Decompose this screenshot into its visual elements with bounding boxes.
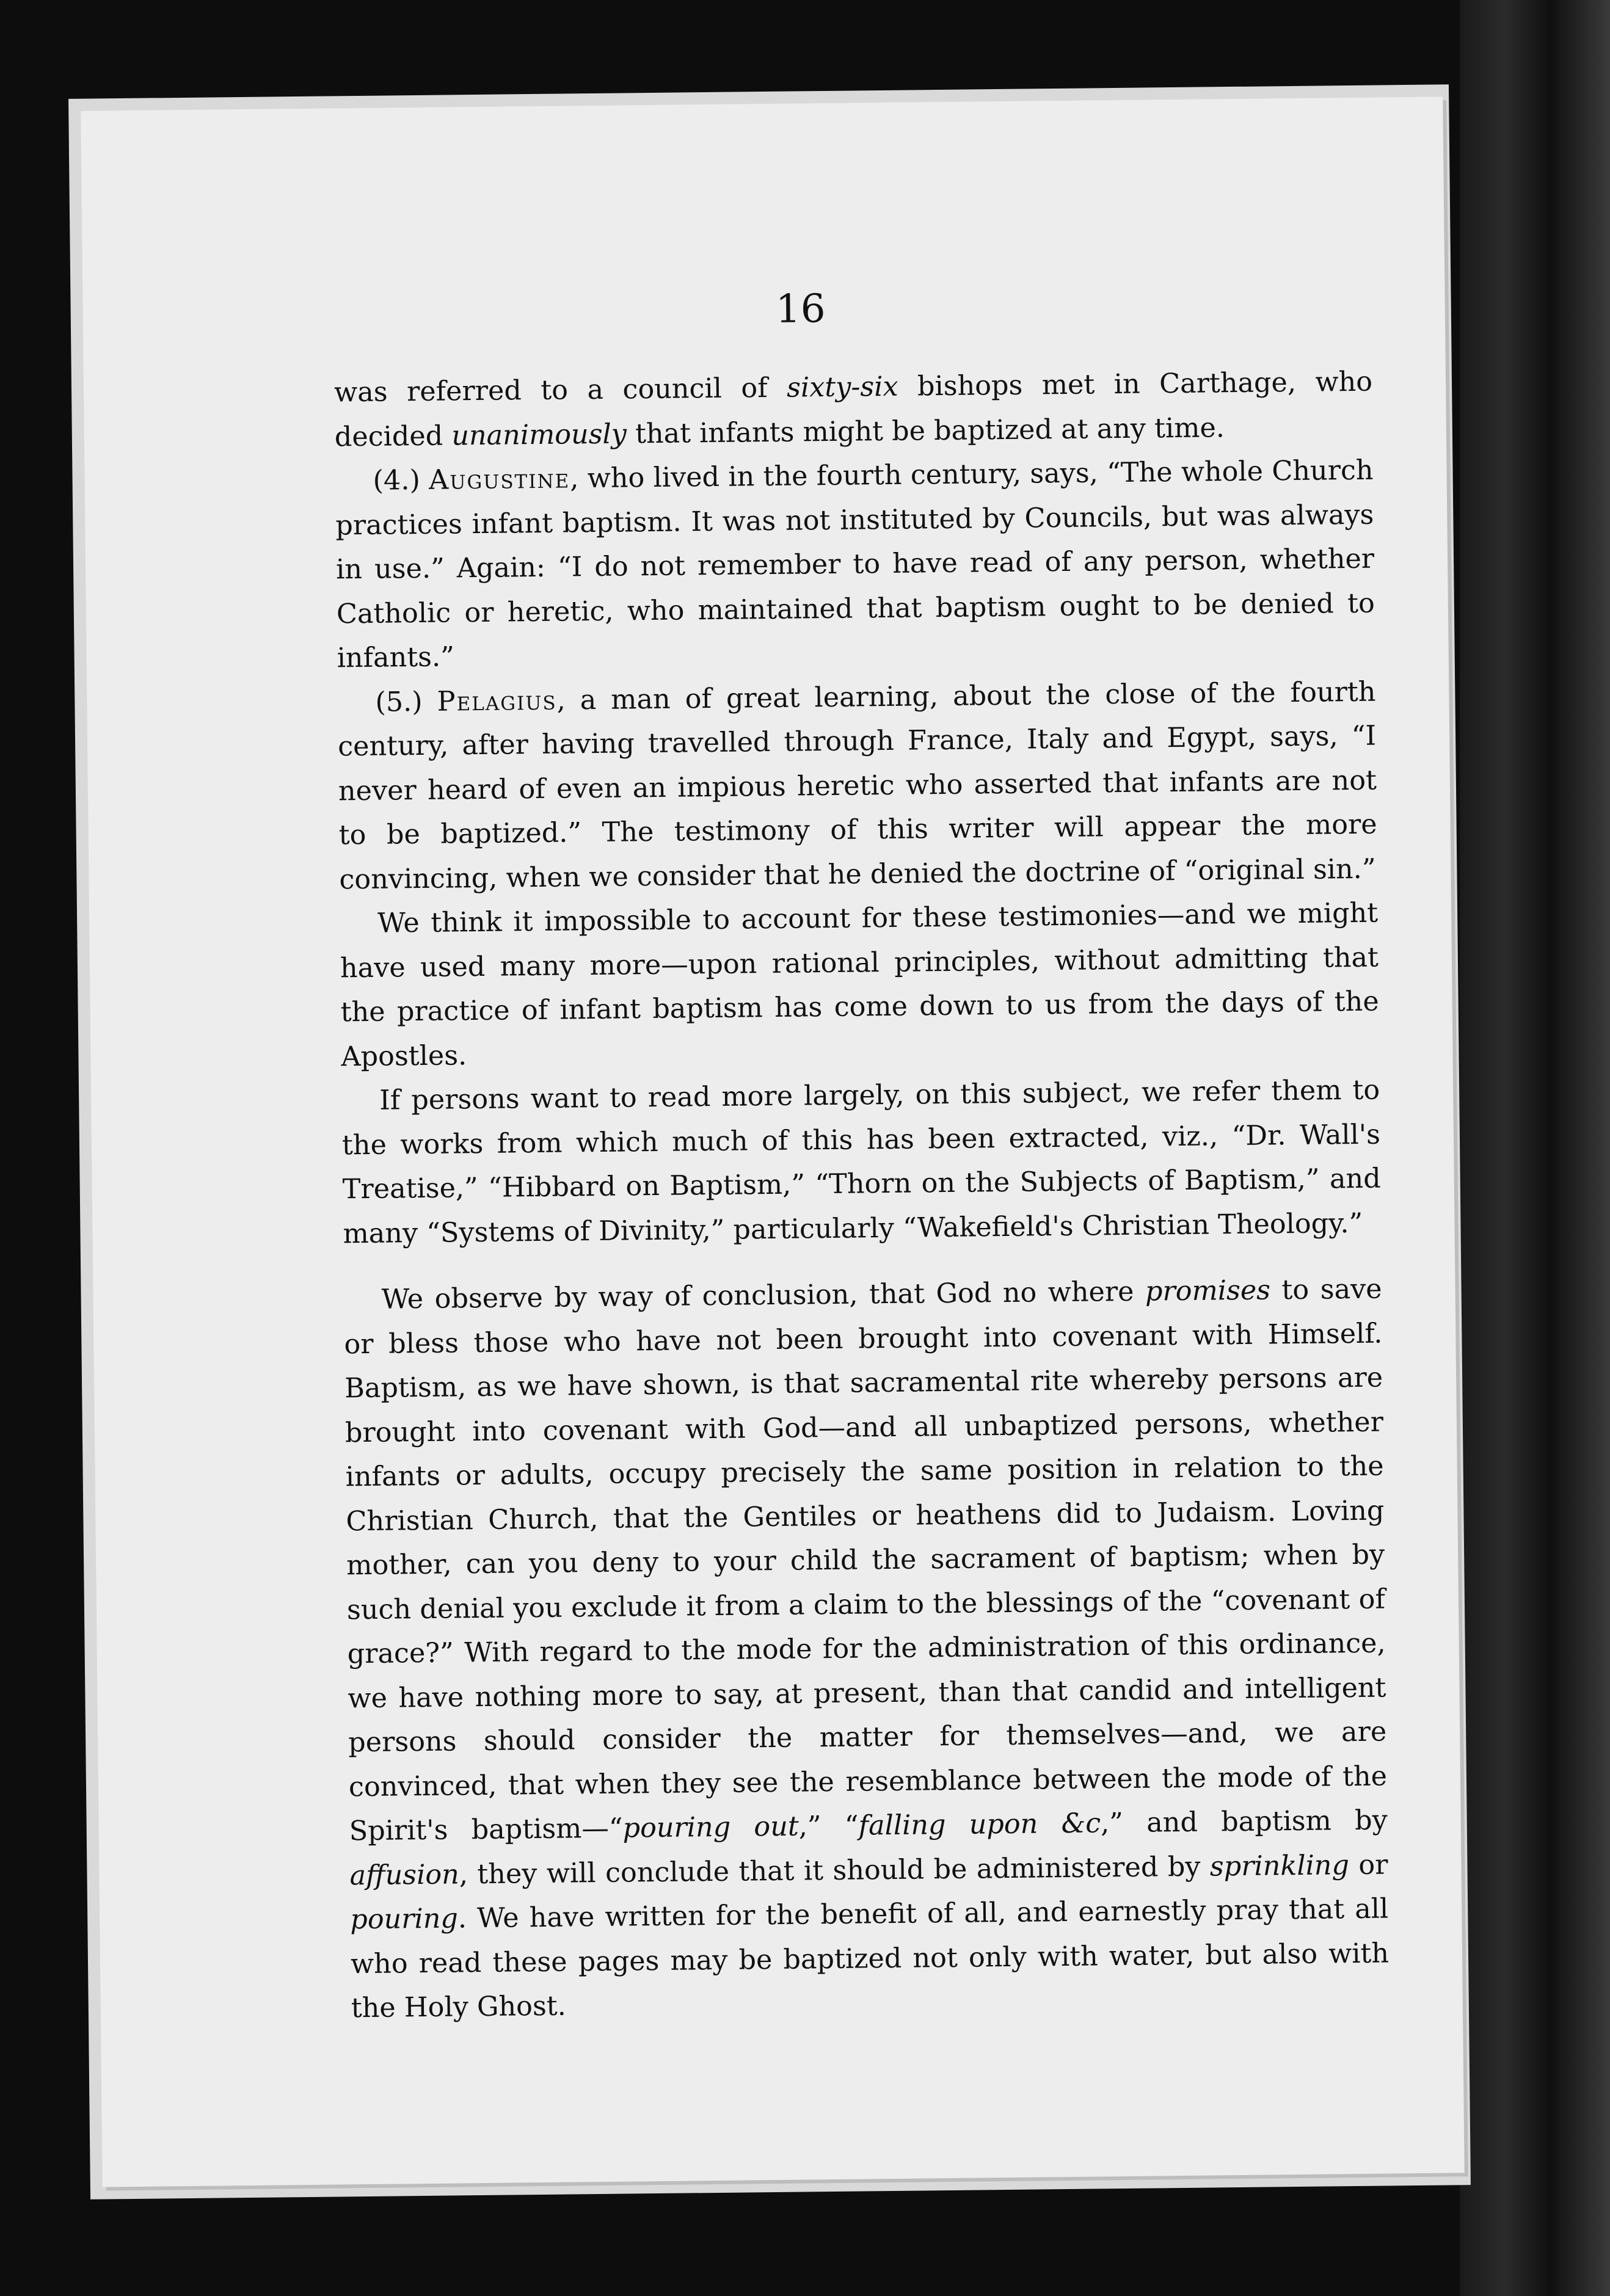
text-run: , who lived in the fourth century, says, “The whole Church practices infant baptism. It was not instituted by Councils, but was always in use.” Again: “I do not remember to have read of any person, whether Catholic or heretic, who maintained that baptism ought to be denied to infants.” [335, 454, 1375, 674]
text-run: (4.) [373, 464, 429, 496]
paragraph [340, 892, 1380, 1080]
italic-run: sixty-six [786, 371, 898, 404]
paragraph [335, 449, 1375, 681]
text-run: was referred to a council of [333, 372, 787, 409]
text-run: . We have written for the benefit of all, and earnestly pray that all who read these pages may be baptized not only with water, but also with the Holy Ghost. [350, 1893, 1390, 2024]
text-run: We observe by way of conclusion, that God no where [381, 1276, 1146, 1315]
italic-run: sprinkling [1209, 1849, 1350, 1883]
italic-run: unanimously [451, 418, 627, 451]
paragraph [341, 1069, 1382, 1257]
text-run: We think it impossible to account for these testimonies—and we might have used many more—upon rational principles, without admitting that the practice of infant baptism has come down to us from the days of the Apostles. [340, 897, 1379, 1072]
text-run: (5.) [375, 686, 437, 718]
small-caps-run: Augustine [428, 463, 570, 496]
text-run: , a man of great learning, about the close of the fourth century, after having travelled through France, Italy and Egypt, says, “I never heard of even an impious heretic who asserted that infants are not to be baptized.” The testimony of this writer will appear the more convincing, when we consider that he denied the doctrine of “original sin.” [337, 676, 1377, 895]
text-run: to save or bless those who have not been brought into covenant with Himself. Baptism, as we have shown, is that sacramental rite whereby persons are brought into covenant with God—and all unbaptized persons, whether infants or adults, occupy precisely the same position in relation to the Christian Church, that the Gentiles or heathens did to Judaism. Loving mother, can you deny to your child the sacrament of baptism; when by such denial you exclude it from a claim to the blessings of the “covenant of grace?” With regard to the mode for the administration of this ordinance, we have nothing more to say, at present, than that candid and intelligent persons should consider the matter for themselves—and, we are convinced, that when they see the resemblance between the mode of the Spirit's baptism—“ [344, 1273, 1388, 1847]
text-run: or [1349, 1849, 1388, 1881]
body-text [334, 360, 1390, 2031]
text-run: ,” and baptism by [1100, 1804, 1388, 1839]
italic-run: affusion [349, 1858, 460, 1891]
paragraph [334, 360, 1373, 460]
text-run: , they will conclude that it should be administered by [459, 1851, 1211, 1890]
text-run: bishops met in Carthage, who decided [334, 366, 1373, 452]
italic-run: pouring [350, 1903, 459, 1936]
small-caps-run: Pelagius [437, 685, 557, 718]
italic-run: pouring out [622, 1811, 800, 1844]
paragraph [343, 1268, 1390, 2031]
text-run: If persons want to read more largely, on this subject, we refer them to the works from which much of this has been extracted, viz., “Dr. Wall's Treatise,” “Hibbard on Baptism,” “Thorn on the Subjects of Baptism,” and many “Systems of Divinity,” particularly “Wakefield's Christian Theology.” [341, 1074, 1381, 1249]
page-number: 16 [775, 286, 826, 332]
italic-run: promises [1145, 1274, 1271, 1307]
document-page [81, 96, 1464, 2187]
text-run: ,” “ [798, 1810, 859, 1842]
scan-dark-margin [1460, 0, 1610, 2296]
italic-run: falling upon &c [858, 1807, 1101, 1842]
text-run: that infants might be baptized at any time. [626, 412, 1225, 449]
paragraph [337, 670, 1378, 902]
